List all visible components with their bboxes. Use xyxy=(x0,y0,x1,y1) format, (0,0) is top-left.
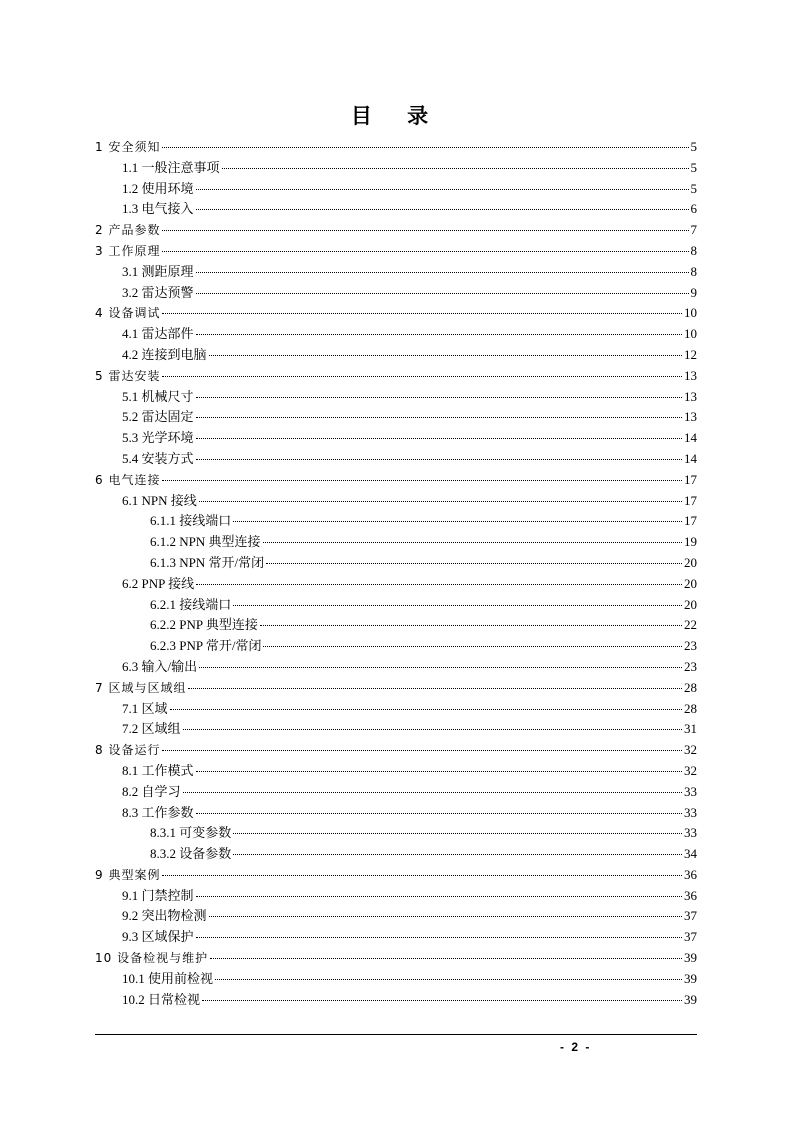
toc-entry[interactable] xyxy=(95,449,697,470)
toc-entry-page: 32 xyxy=(684,762,697,778)
toc-entry-label: 3.2 雷达预警 xyxy=(122,284,194,300)
toc-entry[interactable] xyxy=(95,511,697,532)
toc-entry-page: 39 xyxy=(684,950,697,966)
toc-entry-label: 2 产品参数 xyxy=(95,223,161,238)
toc-entry[interactable] xyxy=(95,220,697,241)
toc-entry-label: 8.3.1 可变参数 xyxy=(150,825,232,841)
toc-dot-leader xyxy=(210,958,682,959)
toc-entry[interactable] xyxy=(95,179,697,200)
toc-dot-leader xyxy=(196,397,682,398)
toc-entry-page: 8 xyxy=(690,263,697,279)
toc-entry[interactable] xyxy=(95,636,697,657)
toc-entry-page: 37 xyxy=(684,908,697,924)
toc-dot-leader xyxy=(209,355,682,356)
toc-entry[interactable] xyxy=(95,906,697,927)
toc-dot-leader xyxy=(196,417,682,418)
toc-entry-page: 37 xyxy=(684,929,697,945)
toc-entry-page: 36 xyxy=(684,866,697,882)
toc-entry-label: 4 设备调试 xyxy=(95,306,161,321)
toc-dot-leader xyxy=(199,501,682,502)
toc-entry-page: 13 xyxy=(684,388,697,404)
toc-entry-page: 8 xyxy=(690,242,697,258)
toc-entry-page: 33 xyxy=(684,783,697,799)
toc-entry-page: 20 xyxy=(684,596,697,612)
toc-dot-leader xyxy=(162,147,688,148)
toc-entry-page: 34 xyxy=(684,846,697,862)
toc-entry[interactable] xyxy=(95,865,697,886)
toc-entry[interactable] xyxy=(95,782,697,803)
toc-entry-label: 1 安全须知 xyxy=(95,140,161,154)
toc-dot-leader xyxy=(162,251,688,252)
toc-entry-label: 8.2 自学习 xyxy=(122,783,181,799)
toc-entry[interactable] xyxy=(95,532,697,553)
toc-entry[interactable] xyxy=(95,158,697,179)
toc-entry-page: 36 xyxy=(684,887,697,903)
toc-dot-leader xyxy=(196,813,682,814)
page-title: 目 录 xyxy=(350,104,443,128)
toc-entry[interactable] xyxy=(95,387,697,408)
toc-dot-leader xyxy=(266,563,682,564)
toc-entry-label: 7 区域与区域组 xyxy=(95,680,187,695)
toc-entry-label: 4.2 连接到电脑 xyxy=(122,346,207,362)
toc-entry-page: 10 xyxy=(684,326,697,342)
toc-entry-label: 5.2 雷达固定 xyxy=(122,409,194,425)
toc-entry[interactable] xyxy=(95,199,697,220)
toc-entry-page: 17 xyxy=(684,492,697,508)
toc-entry[interactable] xyxy=(95,137,697,158)
toc-entry-label: 6 电气连接 xyxy=(95,472,161,487)
toc-dot-leader xyxy=(196,293,689,294)
toc-entry[interactable] xyxy=(95,969,697,990)
toc-dot-leader xyxy=(196,272,689,273)
toc-entry-label: 3.1 测距原理 xyxy=(122,263,194,279)
toc-entry-page: 23 xyxy=(684,658,697,674)
toc-entry[interactable] xyxy=(95,366,697,387)
toc-entry-page: 39 xyxy=(684,991,697,1007)
table-of-contents xyxy=(95,137,697,1010)
toc-dot-leader xyxy=(196,438,682,439)
toc-entry[interactable] xyxy=(95,345,697,366)
toc-dot-leader xyxy=(183,792,682,793)
toc-dot-leader xyxy=(196,896,682,897)
toc-entry[interactable] xyxy=(95,262,697,283)
toc-entry-page: 14 xyxy=(684,450,697,466)
toc-entry-label: 7.2 区域组 xyxy=(122,721,181,737)
toc-entry-page: 5 xyxy=(690,139,697,154)
toc-entry-page: 28 xyxy=(684,700,697,716)
toc-entry[interactable] xyxy=(95,948,697,969)
toc-entry-page: 33 xyxy=(684,825,697,841)
toc-dot-leader xyxy=(196,334,682,335)
toc-entry-page: 14 xyxy=(684,430,697,446)
toc-entry-label: 1.2 使用环境 xyxy=(122,180,194,196)
toc-dot-leader xyxy=(199,667,682,668)
toc-entry[interactable] xyxy=(95,615,697,636)
toc-dot-leader xyxy=(233,854,682,855)
toc-entry-page: 32 xyxy=(684,742,697,758)
toc-entry-page: 7 xyxy=(690,222,697,238)
toc-entry-label: 9.2 突出物检测 xyxy=(122,908,207,924)
toc-entry-label: 6.3 输入/输出 xyxy=(122,658,198,674)
toc-dot-leader xyxy=(162,376,682,377)
toc-dot-leader xyxy=(202,1000,682,1001)
toc-dot-leader xyxy=(233,521,682,522)
toc-entry-label: 6.2 PNP 接线 xyxy=(122,575,195,591)
toc-entry-label: 6.1 NPN 接线 xyxy=(122,492,197,508)
toc-entry-label: 1.3 电气接入 xyxy=(122,201,194,217)
toc-entry-label: 10.1 使用前检视 xyxy=(122,970,214,986)
toc-entry-page: 10 xyxy=(684,305,697,321)
toc-dot-leader xyxy=(209,916,682,917)
toc-entry-label: 7.1 区域 xyxy=(122,700,168,716)
toc-entry[interactable] xyxy=(95,283,697,304)
toc-entry-page: 39 xyxy=(684,970,697,986)
toc-dot-leader xyxy=(162,480,682,481)
toc-dot-leader xyxy=(215,979,682,980)
toc-dot-leader xyxy=(188,688,682,689)
toc-entry[interactable] xyxy=(95,886,697,907)
toc-dot-leader xyxy=(162,230,688,231)
toc-entry[interactable] xyxy=(95,407,697,428)
toc-entry[interactable] xyxy=(95,678,697,699)
toc-dot-leader xyxy=(196,937,682,938)
toc-entry[interactable] xyxy=(95,470,697,491)
toc-entry-page: 20 xyxy=(684,575,697,591)
toc-dot-leader xyxy=(196,584,682,585)
toc-entry-page: 6 xyxy=(690,201,697,217)
toc-entry-label: 9.1 门禁控制 xyxy=(122,887,194,903)
footer-divider xyxy=(95,1034,697,1035)
toc-entry-page: 33 xyxy=(684,804,697,820)
toc-entry-label: 6.2.1 接线端口 xyxy=(150,596,232,612)
toc-entry-label: 10.2 日常检视 xyxy=(122,991,201,1007)
toc-entry-page: 13 xyxy=(684,367,697,383)
toc-dot-leader xyxy=(196,209,689,210)
toc-entry[interactable] xyxy=(95,303,697,324)
toc-entry-page: 28 xyxy=(684,679,697,695)
toc-entry-label: 4.1 雷达部件 xyxy=(122,326,194,342)
toc-entry[interactable] xyxy=(95,657,697,678)
toc-dot-leader xyxy=(183,729,682,730)
toc-entry-label: 5.1 机械尺寸 xyxy=(122,388,194,404)
toc-entry-label: 3 工作原理 xyxy=(95,243,161,258)
toc-entry-page: 13 xyxy=(684,409,697,425)
toc-entry[interactable] xyxy=(95,844,697,865)
toc-entry-label: 8.3 工作参数 xyxy=(122,804,194,820)
toc-dot-leader xyxy=(162,750,682,751)
toc-entry-label: 5 雷达安装 xyxy=(95,368,161,383)
toc-dot-leader xyxy=(222,168,689,169)
toc-entry-label: 6.1.1 接线端口 xyxy=(150,513,232,529)
toc-entry-page: 22 xyxy=(684,617,697,633)
toc-entry-page: 17 xyxy=(684,471,697,487)
toc-entry-label: 9 典型案例 xyxy=(95,867,161,882)
toc-entry[interactable] xyxy=(95,699,697,720)
toc-entry-page: 17 xyxy=(684,513,697,529)
toc-entry-label: 6.2.3 PNP 常开/常闭 xyxy=(150,638,262,654)
toc-entry[interactable] xyxy=(95,324,697,345)
toc-entry[interactable] xyxy=(95,491,697,512)
toc-entry-page: 5 xyxy=(690,159,697,175)
toc-entry-label: 1.1 一般注意事项 xyxy=(122,159,220,175)
toc-entry[interactable] xyxy=(95,803,697,824)
toc-entry[interactable] xyxy=(95,740,697,761)
toc-entry-page: 9 xyxy=(690,284,697,300)
toc-dot-leader xyxy=(263,646,682,647)
toc-entry-page: 20 xyxy=(684,554,697,570)
toc-dot-leader xyxy=(233,605,682,606)
toc-entry-label: 6.1.2 NPN 典型连接 xyxy=(150,534,261,550)
toc-dot-leader xyxy=(263,542,682,543)
toc-entry-label: 6.2.2 PNP 典型连接 xyxy=(150,617,258,633)
page-number: - 2 - xyxy=(560,1040,592,1054)
toc-dot-leader xyxy=(162,875,682,876)
toc-entry-label: 10 设备检视与维护 xyxy=(95,951,209,966)
toc-dot-leader xyxy=(260,625,682,626)
toc-entry-page: 19 xyxy=(684,534,697,550)
toc-entry-label: 8.3.2 设备参数 xyxy=(150,846,232,862)
toc-entry-label: 6.1.3 NPN 常开/常闭 xyxy=(150,554,265,570)
toc-entry[interactable] xyxy=(95,990,697,1011)
toc-entry[interactable] xyxy=(95,595,697,616)
toc-entry[interactable] xyxy=(95,241,697,262)
toc-entry-page: 12 xyxy=(684,346,697,362)
toc-entry-label: 8 设备运行 xyxy=(95,743,161,758)
toc-entry-label: 9.3 区域保护 xyxy=(122,929,194,945)
toc-entry-label: 5.3 光学环境 xyxy=(122,430,194,446)
toc-entry-page: 23 xyxy=(684,638,697,654)
toc-entry-label: 5.4 安装方式 xyxy=(122,450,194,466)
toc-entry[interactable] xyxy=(95,823,697,844)
toc-entry-page: 31 xyxy=(684,721,697,737)
toc-dot-leader xyxy=(196,771,682,772)
toc-dot-leader xyxy=(196,189,689,190)
toc-entry[interactable] xyxy=(95,574,697,595)
toc-dot-leader xyxy=(170,709,682,710)
toc-dot-leader xyxy=(233,833,682,834)
toc-entry[interactable] xyxy=(95,761,697,782)
toc-dot-leader xyxy=(196,459,682,460)
toc-entry-page: 5 xyxy=(690,180,697,196)
toc-dot-leader xyxy=(162,313,682,314)
toc-entry[interactable] xyxy=(95,553,697,574)
toc-entry[interactable] xyxy=(95,428,697,449)
toc-entry-label: 8.1 工作模式 xyxy=(122,762,194,778)
toc-entry[interactable] xyxy=(95,719,697,740)
toc-entry[interactable] xyxy=(95,927,697,948)
